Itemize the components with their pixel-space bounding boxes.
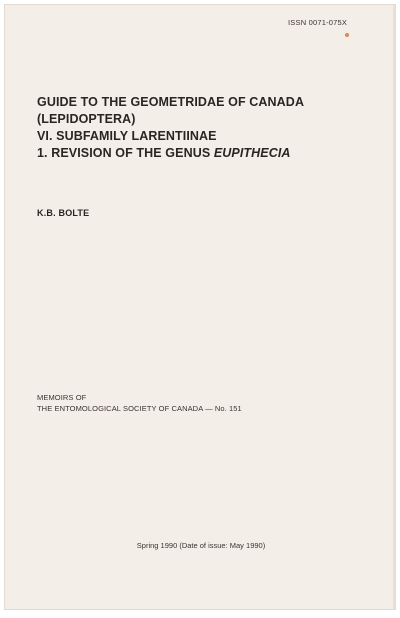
title-line-4 <box>37 145 377 162</box>
author-name: K.B. BOLTE <box>37 208 90 218</box>
series-info <box>37 392 367 414</box>
series-line-2: THE ENTOMOLOGICAL SOCIETY OF CANADA — No. 151 <box>37 404 242 413</box>
title-line-2: (LEPIDOPTERA) <box>37 112 136 126</box>
title-line-4-prefix: 1. REVISION OF THE GENUS <box>37 146 214 160</box>
ink-spot <box>345 33 349 37</box>
book-title <box>37 94 377 162</box>
genus-name: EUPITHECIA <box>213 146 291 160</box>
publication-date: Spring 1990 (Date of issue: May 1990) <box>136 541 266 550</box>
book-cover <box>4 4 396 610</box>
issn-number: ISSN 0071-075X <box>288 18 348 27</box>
title-line-3: VI. SUBFAMILY LARENTIINAE <box>37 129 217 143</box>
series-line-1: MEMOIRS OF <box>37 393 87 402</box>
title-line-1: GUIDE TO THE GEOMETRIDAE OF CANADA <box>37 95 305 109</box>
